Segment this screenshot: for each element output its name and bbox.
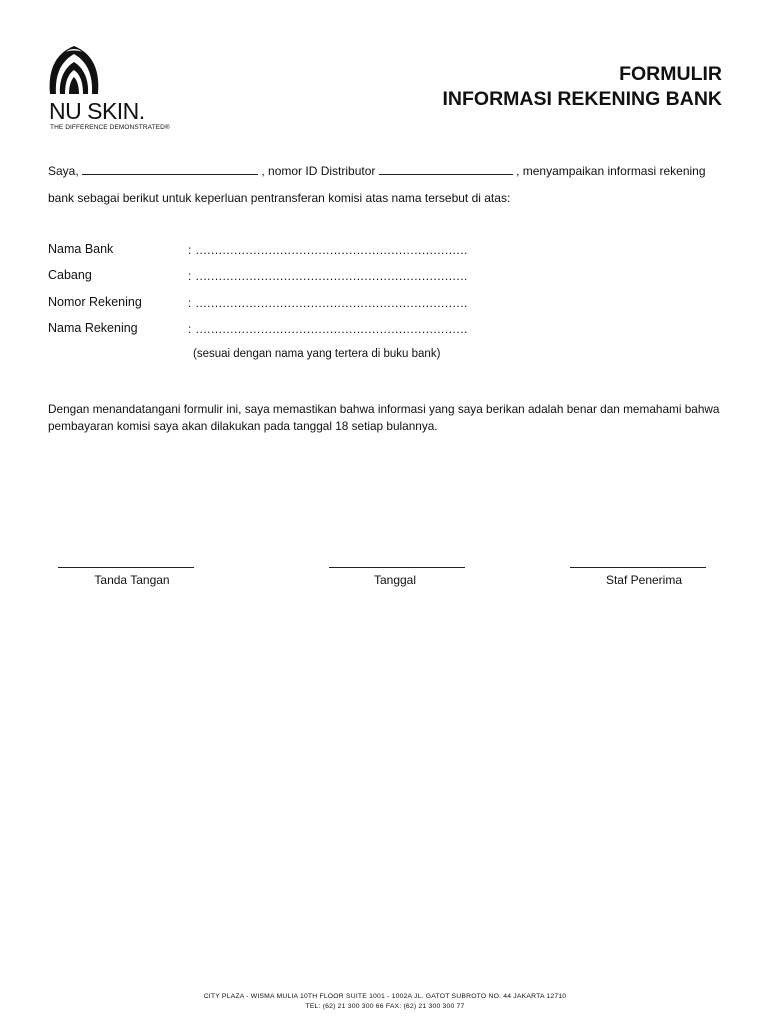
account-number-label: Nomor Rekening [48, 295, 142, 309]
form-title-line1: FORMULIR [619, 63, 722, 85]
branch-label: Cabang [48, 268, 92, 282]
footer-address: CITY PLAZA - WISMA MULIA 10TH FLOOR SUITE 1001 - 1002A JL. GATOT SUBROTO NO. 44 JAKARTA 12710 [203, 993, 567, 1000]
distributor-id-blank-field[interactable] [379, 165, 513, 175]
footer-contact: TEL: (62) 21 300 300 66 FAX: (62) 21 300 300 77 [305, 1003, 465, 1010]
signature-label: Tanda Tangan [94, 573, 170, 587]
intro-text-saya: Saya, [48, 164, 79, 178]
account-number-field[interactable]: : ....................................................................... [188, 296, 468, 310]
date-line[interactable] [329, 567, 465, 568]
intro-text-distributor: , nomor ID Distributor [261, 164, 376, 178]
intro-line-2: bank sebagai berikut untuk keperluan pentransferan komisi atas nama tersebut di atas: [48, 191, 511, 205]
intro-text-rekening: , menyampaikan informasi rekening [516, 164, 706, 178]
brand-tagline: THE DIFFERENCE DEMONSTRATED® [50, 124, 170, 131]
account-name-field[interactable]: : ....................................................................... [188, 322, 468, 336]
staff-line[interactable] [570, 567, 706, 568]
nu-skin-emblem-icon [46, 42, 102, 96]
intro-line-1 [48, 164, 706, 178]
nu-skin-logo [46, 42, 206, 142]
form-title [442, 62, 722, 112]
form-title-line2: INFORMASI REKENING BANK [442, 88, 722, 110]
account-name-label: Nama Rekening [48, 321, 138, 335]
brand-name: NU SKIN. [49, 98, 145, 124]
name-blank-field[interactable] [82, 165, 258, 175]
bank-name-field[interactable]: : ....................................................................... [188, 243, 468, 257]
signature-line[interactable] [58, 567, 194, 568]
branch-field[interactable]: : ....................................................................... [188, 269, 468, 283]
staff-label: Staf Penerima [605, 573, 683, 587]
declaration-text: Dengan menandatangani formulir ini, saya memastikan bahwa informasi yang saya berikan adalah benar dan memahami bahwa pembayaran komisi saya akan dilakukan pada tanggal 18 setiap bulannya. [48, 402, 720, 433]
date-label: Tanggal [373, 573, 417, 587]
bank-name-label: Nama Bank [48, 242, 114, 256]
account-name-note: (sesuai dengan nama yang tertera di buku bank) [193, 348, 441, 360]
